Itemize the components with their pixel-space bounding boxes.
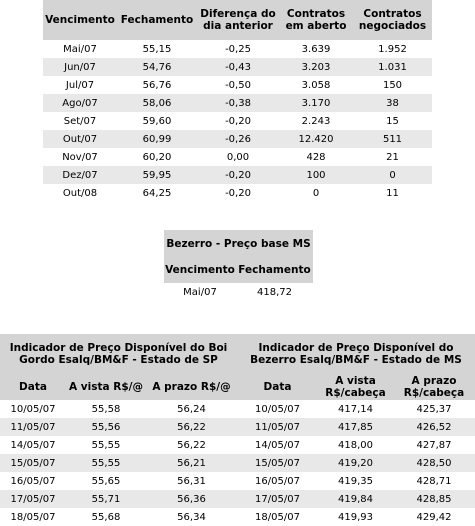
cell-vencimento: Jul/07 [65,79,95,91]
table-row [164,283,313,301]
indicadores-table [0,334,475,526]
cell-contratos-aberto: 3.058 [301,79,331,91]
cell-fechamento: 54,76 [142,61,172,73]
cell-contratos-negociados: 0 [389,169,396,181]
header-diferenca: Diferença do dia anterior [200,8,276,32]
cell-vencimento: Out/07 [62,133,98,145]
indicador-bezerro-title: Indicador de Preço Disponível do Bezerro Esalq/BM&F - Estado de MS [250,342,462,366]
header-vencimento: Vencimento [45,14,115,26]
table-row [0,436,475,454]
cell-data-ms: 17/05/07 [255,493,300,505]
cell-contratos-negociados: 150 [382,79,403,91]
cell-data-sp: 11/05/07 [10,421,56,433]
header-vencimento: Vencimento [165,264,235,276]
table-row [43,112,432,130]
cell-diferenca: -0,26 [225,133,251,145]
header-aprazo-sp: A prazo R$/@ [152,381,231,393]
cell-fechamento: 60,20 [142,151,172,163]
indicador-boi-title: Indicador de Preço Disponível do Boi Gordo Esalq/BM&F - Estado de SP [9,342,228,366]
cell-diferenca: -0,38 [225,97,251,109]
cell-data-ms: 15/05/07 [255,457,300,469]
table-row [43,130,432,148]
header-data-ms: Data [263,381,292,393]
cell-vencimento: Mai/07 [183,286,217,298]
cell-contratos-negociados: 21 [386,151,399,163]
indicadores-header-row [0,374,475,400]
cell-aprazo-ms: 427,87 [416,439,452,451]
bezerro-header-row [164,257,313,283]
cell-aprazo-sp: 56,36 [177,493,206,505]
indicadores-title-row [0,334,475,374]
cell-aprazo-sp: 56,31 [177,475,206,487]
cell-aprazo-sp: 56,34 [177,511,206,523]
cell-aprazo-sp: 56,22 [177,421,206,433]
futures-header-row [43,0,432,40]
cell-contratos-aberto: 100 [306,169,326,181]
header-fechamento: Fechamento [120,14,194,26]
cell-fechamento: 59,60 [142,115,172,127]
header-contratos-aberto: Contratos em aberto [285,8,347,32]
cell-contratos-negociados: 11 [386,187,399,199]
cell-vencimento: Jun/07 [64,61,96,73]
cell-diferenca: 0,00 [226,151,250,163]
cell-diferenca: -0,43 [225,61,251,73]
table-row [0,472,475,490]
cell-vencimento: Ago/07 [62,97,98,109]
table-row [43,40,432,58]
cell-avista-ms: 419,93 [338,511,373,523]
cell-fechamento: 59,95 [142,169,172,181]
cell-data-ms: 18/05/07 [255,511,300,523]
cell-avista-ms: 417,85 [338,421,373,433]
cell-contratos-aberto: 2.243 [301,115,331,127]
cell-contratos-negociados: 1.952 [378,43,407,55]
table-row [43,166,432,184]
cell-diferenca: -0,20 [225,115,251,127]
table-row [0,490,475,508]
cell-contratos-aberto: 3.170 [301,97,331,109]
header-contratos-negociados: Contratos negociados [358,8,427,32]
table-row [43,148,432,166]
cell-aprazo-sp: 56,24 [177,403,206,415]
cell-data-ms: 10/05/07 [255,403,300,415]
cell-contratos-aberto: 3.639 [301,43,331,55]
cell-aprazo-ms: 429,42 [416,511,452,523]
cell-aprazo-ms: 428,71 [416,475,452,487]
cell-contratos-negociados: 511 [382,133,403,145]
header-avista-ms: A vista R$/cabeça [325,375,386,399]
bezerro-price-table [164,230,313,301]
table-row [0,508,475,526]
bezerro-title-row [164,230,313,257]
table-row [0,454,475,472]
cell-avista-ms: 419,35 [338,475,373,487]
cell-avista-sp: 55,55 [91,439,121,451]
cell-avista-ms: 418,00 [338,439,373,451]
cell-fechamento: 58,06 [142,97,172,109]
cell-data-sp: 17/05/07 [10,493,56,505]
cell-data-ms: 11/05/07 [255,421,300,433]
cell-avista-sp: 55,55 [91,457,121,469]
header-avista-sp: A vista R$/@ [69,381,143,393]
cell-contratos-negociados: 38 [386,97,399,109]
table-row [43,76,432,94]
table-row [43,94,432,112]
cell-fechamento: 56,76 [142,79,172,91]
cell-avista-ms: 419,20 [338,457,373,469]
header-data-sp: Data [19,381,47,393]
cell-vencimento: Out/08 [62,187,98,199]
cell-aprazo-sp: 56,21 [177,457,206,469]
cell-aprazo-ms: 425,37 [416,403,452,415]
cell-contratos-negociados: 15 [386,115,399,127]
cell-avista-sp: 55,56 [91,421,121,433]
cell-fechamento: 64,25 [142,187,172,199]
cell-diferenca: -0,20 [225,187,251,199]
cell-diferenca: -0,20 [225,169,251,181]
cell-fechamento: 418,72 [257,286,292,298]
cell-data-sp: 14/05/07 [10,439,56,451]
table-row [0,400,475,418]
cell-avista-sp: 55,58 [91,403,121,415]
cell-contratos-aberto: 0 [312,187,320,199]
cell-contratos-aberto: 12.420 [298,133,334,145]
cell-contratos-aberto: 428 [306,151,326,163]
cell-contratos-negociados: 1.031 [378,61,407,73]
cell-data-sp: 10/05/07 [10,403,56,415]
cell-diferenca: -0,25 [225,43,251,55]
cell-aprazo-ms: 426,52 [416,421,452,433]
cell-avista-ms: 417,14 [338,403,373,415]
cell-fechamento: 55,15 [142,43,172,55]
cell-data-ms: 16/05/07 [255,475,300,487]
cell-fechamento: 60,99 [142,133,172,145]
cell-aprazo-sp: 56,22 [177,439,206,451]
cell-avista-sp: 55,65 [91,475,121,487]
cell-contratos-aberto: 3.203 [301,61,331,73]
cell-data-ms: 14/05/07 [255,439,300,451]
table-row [43,184,432,202]
cell-diferenca: -0,50 [225,79,251,91]
header-fechamento: Fechamento [238,264,311,276]
cell-data-sp: 15/05/07 [10,457,56,469]
cell-vencimento: Set/07 [63,115,97,127]
cell-data-sp: 16/05/07 [10,475,56,487]
futures-table [43,0,432,202]
cell-vencimento: Nov/07 [62,151,98,163]
cell-vencimento: Dez/07 [62,169,98,181]
bezerro-title: Bezerro - Preço base MS [166,237,311,250]
table-row [0,418,475,436]
cell-avista-sp: 55,68 [91,511,121,523]
cell-data-sp: 18/05/07 [10,511,56,523]
header-aprazo-ms: A prazo R$/cabeça [403,375,465,399]
cell-vencimento: Mai/07 [63,43,97,55]
cell-aprazo-ms: 428,85 [416,493,452,505]
cell-aprazo-ms: 428,50 [416,457,452,469]
cell-avista-ms: 419,84 [338,493,373,505]
cell-avista-sp: 55,71 [91,493,121,505]
table-row [43,58,432,76]
